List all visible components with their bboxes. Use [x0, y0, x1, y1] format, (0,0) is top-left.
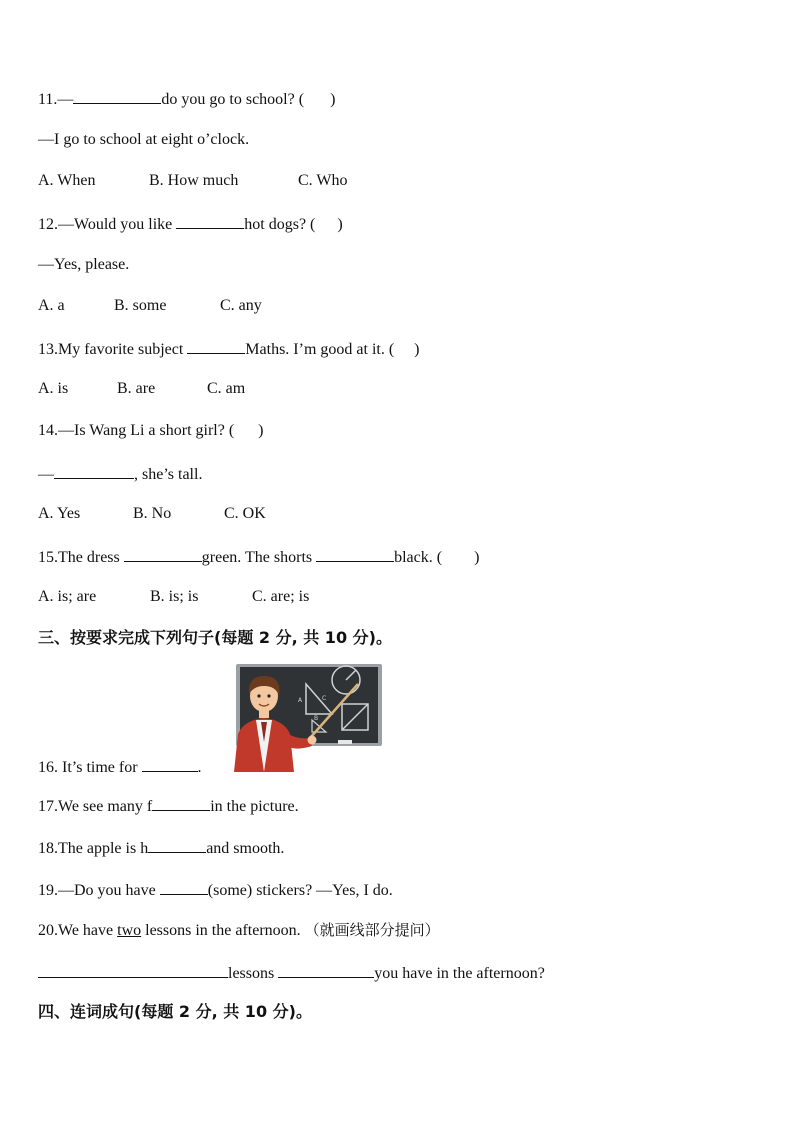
option-c[interactable]: C. are; is: [252, 588, 310, 605]
question-14: 14.—Is Wang Li a short girl? ( ): [38, 422, 264, 439]
option-b[interactable]: B. No: [133, 505, 172, 522]
question-15-options: [38, 587, 309, 607]
question-18: 18.The apple is h and smooth.: [38, 837, 284, 859]
question-17: 17.We see many f in the picture.: [38, 795, 299, 817]
question-14-options: [38, 504, 266, 524]
option-a[interactable]: A. is; are: [38, 588, 97, 605]
option-a[interactable]: A. is: [38, 380, 69, 397]
section-three-heading: 三、按要求完成下列句子(每题 2 分, 共 10 分)。: [38, 628, 392, 647]
option-a[interactable]: A. When: [38, 172, 96, 189]
question-20: 20.We have two lessons in the afternoon. （就画线部分提问）: [38, 921, 440, 939]
instruction-note: （就画线部分提问）: [304, 921, 440, 939]
question-13: 13.My favorite subject Maths. I’m good at it. ( ): [38, 338, 420, 360]
svg-text:A: A: [298, 697, 303, 704]
question-11-options: [38, 171, 347, 191]
question-20-answer-line: lessons you have in the afternoon?: [38, 962, 545, 984]
option-b[interactable]: B. is; is: [150, 588, 199, 605]
question-11: 11.— do you go to school? ( ): [38, 88, 335, 110]
answer-blank[interactable]: [152, 795, 210, 811]
teacher-blackboard-illustration: [228, 662, 384, 772]
question-14-answer: — , she’s tall.: [38, 463, 202, 485]
answer-blank[interactable]: [148, 837, 206, 853]
teacher-icon: [228, 662, 384, 772]
question-12-options: [38, 296, 262, 316]
question-11-answer: —I go to school at eight o’clock.: [38, 131, 250, 148]
answer-blank[interactable]: [124, 546, 202, 562]
answer-blank[interactable]: [187, 338, 245, 354]
option-c[interactable]: C. am: [207, 380, 246, 397]
question-16: 16. It’s time for .: [38, 756, 202, 778]
question-12-answer: —Yes, please.: [38, 256, 130, 273]
section-four-heading: 四、连词成句(每题 2 分, 共 10 分)。: [38, 1002, 312, 1021]
option-b[interactable]: B. How much: [149, 172, 239, 189]
answer-blank[interactable]: [54, 463, 134, 479]
question-19: 19.—Do you have (some) stickers? —Yes, I do.: [38, 879, 393, 901]
option-b[interactable]: B. some: [114, 297, 167, 314]
question-15: 15.The dress green. The shorts black. ( ): [38, 546, 479, 568]
option-c[interactable]: C. any: [220, 297, 262, 314]
answer-blank[interactable]: [73, 88, 161, 104]
answer-blank[interactable]: [38, 962, 228, 978]
svg-text:B: B: [314, 715, 319, 722]
answer-blank[interactable]: [142, 756, 198, 772]
question-13-options: [38, 379, 245, 399]
option-a[interactable]: A. Yes: [38, 505, 81, 522]
answer-blank[interactable]: [176, 213, 244, 229]
underlined-word: two: [117, 922, 142, 939]
option-c[interactable]: C. Who: [298, 172, 348, 189]
answer-blank[interactable]: [160, 879, 208, 895]
option-a[interactable]: A. a: [38, 297, 65, 314]
svg-text:C: C: [322, 695, 327, 702]
option-b[interactable]: B. are: [117, 380, 156, 397]
answer-blank[interactable]: [316, 546, 394, 562]
answer-blank[interactable]: [278, 962, 374, 978]
question-12: 12.—Would you like hot dogs? ( ): [38, 213, 343, 235]
option-c[interactable]: C. OK: [224, 505, 266, 522]
